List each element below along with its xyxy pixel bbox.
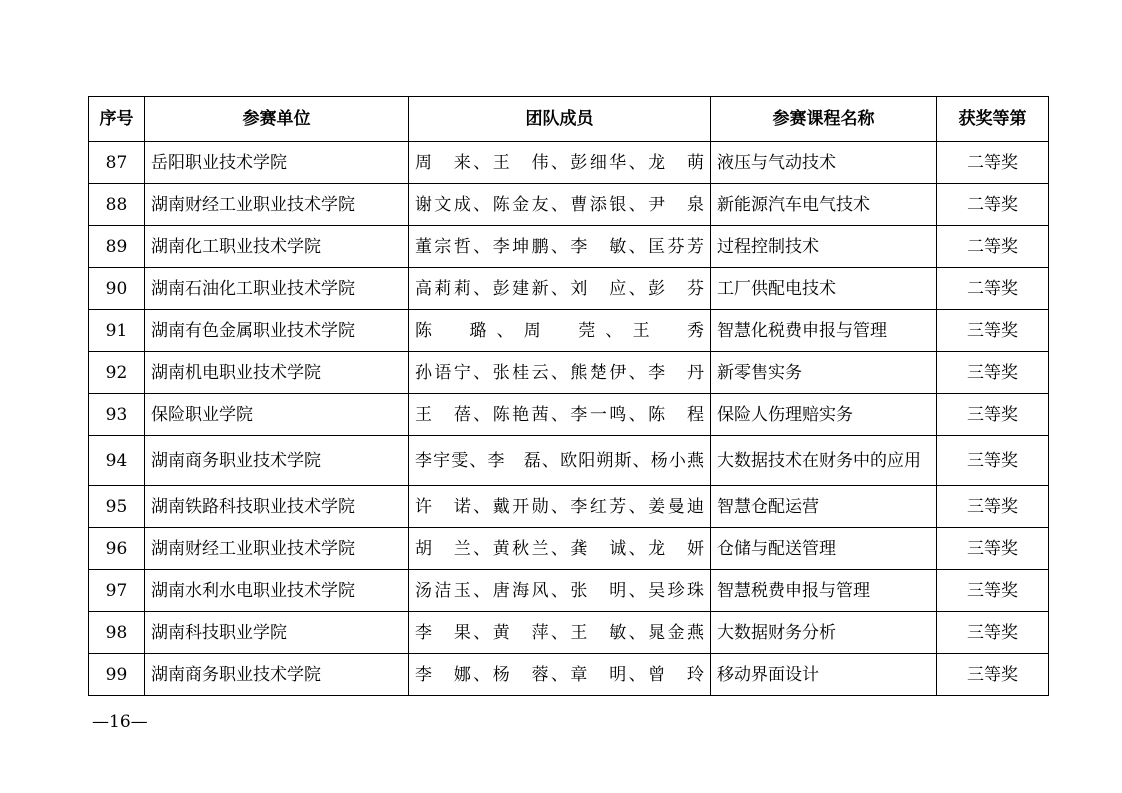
header-unit: 参赛单位 xyxy=(145,97,409,142)
cell-award: 二等奖 xyxy=(937,142,1049,184)
cell-award: 三等奖 xyxy=(937,310,1049,352)
cell-members: 李 娜、杨 蓉、章 明、曾 玲 xyxy=(409,654,711,696)
cell-award: 二等奖 xyxy=(937,226,1049,268)
cell-award: 二等奖 xyxy=(937,268,1049,310)
cell-unit: 湖南石油化工职业技术学院 xyxy=(145,268,409,310)
cell-seq: 98 xyxy=(89,612,145,654)
cell-members: 陈 璐、周 莞、王 秀 xyxy=(409,310,711,352)
table-row xyxy=(89,486,1049,528)
cell-unit: 湖南铁路科技职业技术学院 xyxy=(145,486,409,528)
cell-award: 三等奖 xyxy=(937,570,1049,612)
cell-unit: 湖南财经工业职业技术学院 xyxy=(145,184,409,226)
cell-course: 保险人伤理赔实务 xyxy=(711,394,937,436)
table-row xyxy=(89,184,1049,226)
cell-award: 三等奖 xyxy=(937,436,1049,486)
cell-seq: 87 xyxy=(89,142,145,184)
cell-award: 三等奖 xyxy=(937,352,1049,394)
cell-members: 胡 兰、黄秋兰、龚 诚、龙 妍 xyxy=(409,528,711,570)
cell-course: 仓储与配送管理 xyxy=(711,528,937,570)
table-body xyxy=(89,142,1049,696)
cell-course: 大数据财务分析 xyxy=(711,612,937,654)
award-table xyxy=(88,96,1049,696)
cell-members: 董宗哲、李坤鹏、李 敏、匡芬芳 xyxy=(409,226,711,268)
cell-seq: 95 xyxy=(89,486,145,528)
cell-unit: 湖南科技职业学院 xyxy=(145,612,409,654)
cell-unit: 湖南商务职业技术学院 xyxy=(145,436,409,486)
cell-seq: 90 xyxy=(89,268,145,310)
cell-members: 高莉莉、彭建新、刘 应、彭 芬 xyxy=(409,268,711,310)
cell-members: 李 果、黄 萍、王 敏、晁金燕 xyxy=(409,612,711,654)
cell-award: 三等奖 xyxy=(937,528,1049,570)
table-row xyxy=(89,352,1049,394)
cell-seq: 89 xyxy=(89,226,145,268)
cell-seq: 91 xyxy=(89,310,145,352)
page-number: —16— xyxy=(92,712,148,732)
cell-members: 周 来、王 伟、彭细华、龙 萌 xyxy=(409,142,711,184)
cell-seq: 93 xyxy=(89,394,145,436)
table-row xyxy=(89,612,1049,654)
table-row xyxy=(89,226,1049,268)
cell-award: 三等奖 xyxy=(937,654,1049,696)
table-row xyxy=(89,654,1049,696)
cell-members: 李宇雯、李 磊、欧阳朔斯、杨小燕 xyxy=(409,436,711,486)
table-row xyxy=(89,142,1049,184)
cell-award: 三等奖 xyxy=(937,486,1049,528)
cell-course: 大数据技术在财务中的应用 xyxy=(711,436,937,486)
table-row xyxy=(89,310,1049,352)
cell-unit: 湖南商务职业技术学院 xyxy=(145,654,409,696)
cell-course: 工厂供配电技术 xyxy=(711,268,937,310)
cell-unit: 湖南机电职业技术学院 xyxy=(145,352,409,394)
cell-members: 许 诺、戴开勋、李红芳、姜曼迪 xyxy=(409,486,711,528)
cell-seq: 99 xyxy=(89,654,145,696)
cell-unit: 湖南财经工业职业技术学院 xyxy=(145,528,409,570)
cell-members: 王 蓓、陈艳茜、李一鸣、陈 程 xyxy=(409,394,711,436)
table-row xyxy=(89,570,1049,612)
cell-unit: 湖南有色金属职业技术学院 xyxy=(145,310,409,352)
cell-members: 汤洁玉、唐海风、张 明、吴珍珠 xyxy=(409,570,711,612)
header-members: 团队成员 xyxy=(409,97,711,142)
table-row xyxy=(89,394,1049,436)
cell-seq: 88 xyxy=(89,184,145,226)
cell-award: 三等奖 xyxy=(937,612,1049,654)
cell-course: 新能源汽车电气技术 xyxy=(711,184,937,226)
cell-course: 智慧税费申报与管理 xyxy=(711,570,937,612)
cell-unit: 岳阳职业技术学院 xyxy=(145,142,409,184)
cell-members: 谢文成、陈金友、曹添银、尹 泉 xyxy=(409,184,711,226)
cell-seq: 96 xyxy=(89,528,145,570)
cell-course: 移动界面设计 xyxy=(711,654,937,696)
cell-award: 三等奖 xyxy=(937,394,1049,436)
cell-unit: 湖南化工职业技术学院 xyxy=(145,226,409,268)
table-row xyxy=(89,268,1049,310)
cell-course: 过程控制技术 xyxy=(711,226,937,268)
header-seq: 序号 xyxy=(89,97,145,142)
table-row xyxy=(89,528,1049,570)
cell-seq: 94 xyxy=(89,436,145,486)
cell-unit: 保险职业学院 xyxy=(145,394,409,436)
table-header-row xyxy=(89,97,1049,142)
cell-seq: 92 xyxy=(89,352,145,394)
cell-course: 智慧化税费申报与管理 xyxy=(711,310,937,352)
table-row xyxy=(89,436,1049,486)
cell-members: 孙语宁、张桂云、熊楚伊、李 丹 xyxy=(409,352,711,394)
cell-unit: 湖南水利水电职业技术学院 xyxy=(145,570,409,612)
cell-course: 新零售实务 xyxy=(711,352,937,394)
header-award: 获奖等第 xyxy=(937,97,1049,142)
cell-seq: 97 xyxy=(89,570,145,612)
cell-award: 二等奖 xyxy=(937,184,1049,226)
cell-course: 液压与气动技术 xyxy=(711,142,937,184)
cell-course: 智慧仓配运营 xyxy=(711,486,937,528)
header-course: 参赛课程名称 xyxy=(711,97,937,142)
